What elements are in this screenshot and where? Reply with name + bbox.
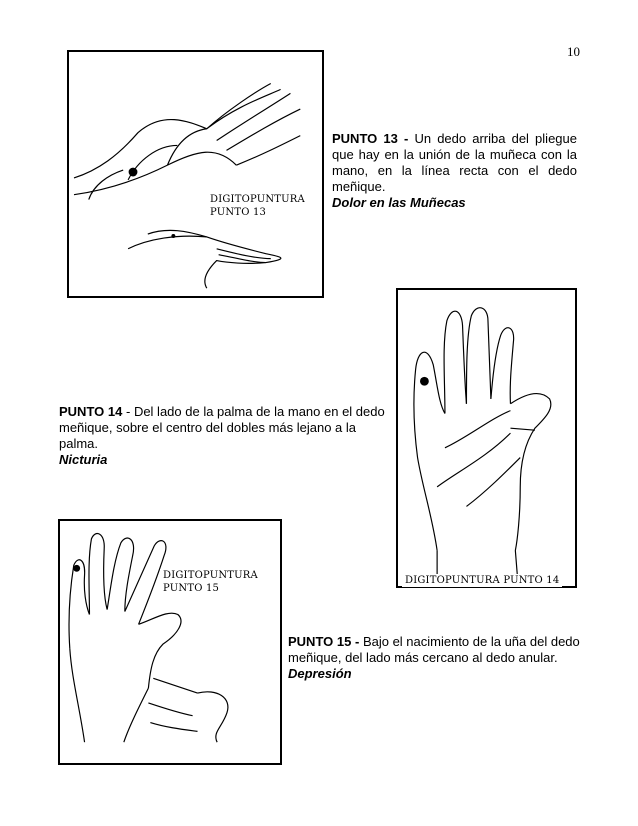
punto-13-condition: Dolor en las Muñecas (332, 195, 466, 210)
punto-15-description: Bajo el nacimiento de la uña del dedo meñique, del lado más cercano al dedo anular. (288, 634, 580, 665)
punto-14-title: PUNTO 14 (59, 404, 123, 419)
punto-15-text: PUNTO 15 - Bajo el nacimiento de la uña del dedo meñique, del lado más cercano al dedo anular. Depresión (288, 634, 580, 681)
punto-13-title: PUNTO 13 (332, 131, 398, 146)
hand-wrist-illustration (69, 52, 322, 296)
punto-15-title: PUNTO 15 (288, 634, 352, 649)
punto-13-text: PUNTO 13 - Un dedo arriba del pliegue que hay en la unión de la muñeca con la mano, en la línea recta con el dedo meñique. Dolor en las Muñecas (332, 131, 577, 210)
figure-caption: DIGITOPUNTURA PUNTO 15 (160, 569, 261, 595)
figure-punto-13 (67, 50, 324, 298)
punto-14-condition: Nicturia (59, 452, 108, 467)
figure-punto-15 (58, 519, 282, 765)
page-number: 10 (567, 44, 580, 59)
punto-15-condition: Depresión (288, 666, 352, 681)
open-hand-illustration (398, 290, 575, 586)
figure-caption: DIGITOPUNTURA PUNTO 14 (402, 574, 562, 587)
figure-punto-14 (396, 288, 577, 588)
hands-back-illustration (60, 521, 280, 763)
punto-13-description: Un dedo arriba del pliegue que hay en la unión de la muñeca con la mano, en la línea recta con el dedo meñique. (332, 131, 577, 194)
punto-14-description: Del lado de la palma de la mano en el dedo meñique, sobre el centro del dobles más lejano a la palma. (59, 404, 385, 451)
punto-14-text: PUNTO 14 - Del lado de la palma de la mano en el dedo meñique, sobre el centro del dobles más lejano a la palma. Nicturia (59, 404, 394, 468)
figure-caption: DIGITOPUNTURA PUNTO 13 (207, 193, 308, 219)
